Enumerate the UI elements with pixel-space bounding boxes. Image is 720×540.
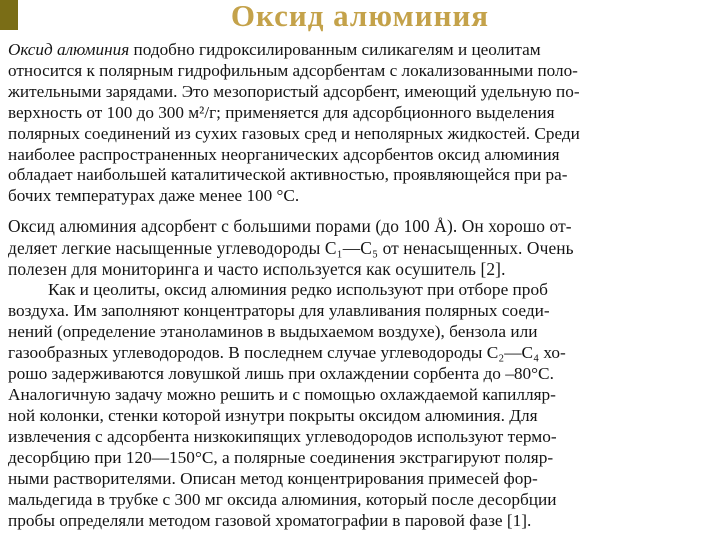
- text-line: Аналогичную задачу можно решить и с помощью охлаждаемой капилляр-: [8, 385, 556, 404]
- text-line: газообразных углеводородов. В последнем случае углеводороды С₂—С₄ хо-: [8, 343, 566, 362]
- text-line: извлечения с адсорбента низкокипящих углеводородов используют термо-: [8, 427, 557, 446]
- text-line: нений (определение этаноламинов в выдыхаемом воздухе), бензола или: [8, 322, 538, 341]
- paragraph-properties: [8, 216, 714, 281]
- text-line: мальдегида в трубке с 300 мг оксида алюминия, который после десорбции: [8, 490, 557, 509]
- text-line: верхность от 100 до 300 м²/г; применяется для адсорбционного выделения: [8, 102, 555, 122]
- text-line: относится к полярным гидрофильным адсорбентам с локализованными поло-: [8, 60, 578, 80]
- text-line: Как и цеолиты, оксид алюминия редко используют при отборе проб: [48, 280, 548, 299]
- slide-title: Оксид алюминия: [230, 0, 490, 33]
- text-line: бочих температурах даже менее 100 °С.: [8, 186, 300, 206]
- text-line: пробы определяли методом газовой хроматографии в паровой фазе [1].: [8, 511, 532, 530]
- text-line: рошо задерживаются ловушкой лишь при охлаждении сорбента до –80°С.: [8, 364, 554, 383]
- lead-term: Оксид алюминия: [8, 40, 130, 59]
- text-line: деляет легкие насыщенные углеводороды С₁—С₅ от ненасыщенных. Очень: [8, 237, 574, 258]
- text-line: полезен для мониторинга и часто используется как осушитель [2].: [8, 259, 506, 279]
- text-line: десорбцию при 120—150°С, а полярные соединения экстрагируют поляр-: [8, 448, 554, 467]
- text-line: ными растворителями. Описан метод концентрирования примесей фор-: [8, 469, 538, 488]
- text-line: полярных соединений из сухих газовых сред и неполярных жидкостей. Среди: [8, 123, 580, 143]
- text-line: обладает наибольшей каталитической активностью, проявляющейся при ра-: [8, 165, 568, 185]
- paragraph-sampling: [8, 279, 714, 531]
- text-line: воздуха. Им заполняют концентраторы для улавливания полярных соеди-: [8, 301, 550, 320]
- text-line: ной колонки, стенки которой изнутри покрыты оксидом алюминия. Для: [8, 406, 538, 425]
- text-line: жительными зарядами. Это мезопористый адсорбент, имеющий удельную по-: [8, 81, 580, 101]
- text-line: Оксид алюминия подобно гидроксилированным силикагелям и цеолитам: [8, 40, 541, 59]
- text-line: наиболее распространенных неорганических адсорбентов оксид алюминия: [8, 144, 560, 164]
- text-line: Оксид алюминия адсорбент с большими порами (до 100 Å). Он хорошо от-: [8, 216, 572, 236]
- paragraph-intro: [8, 40, 714, 207]
